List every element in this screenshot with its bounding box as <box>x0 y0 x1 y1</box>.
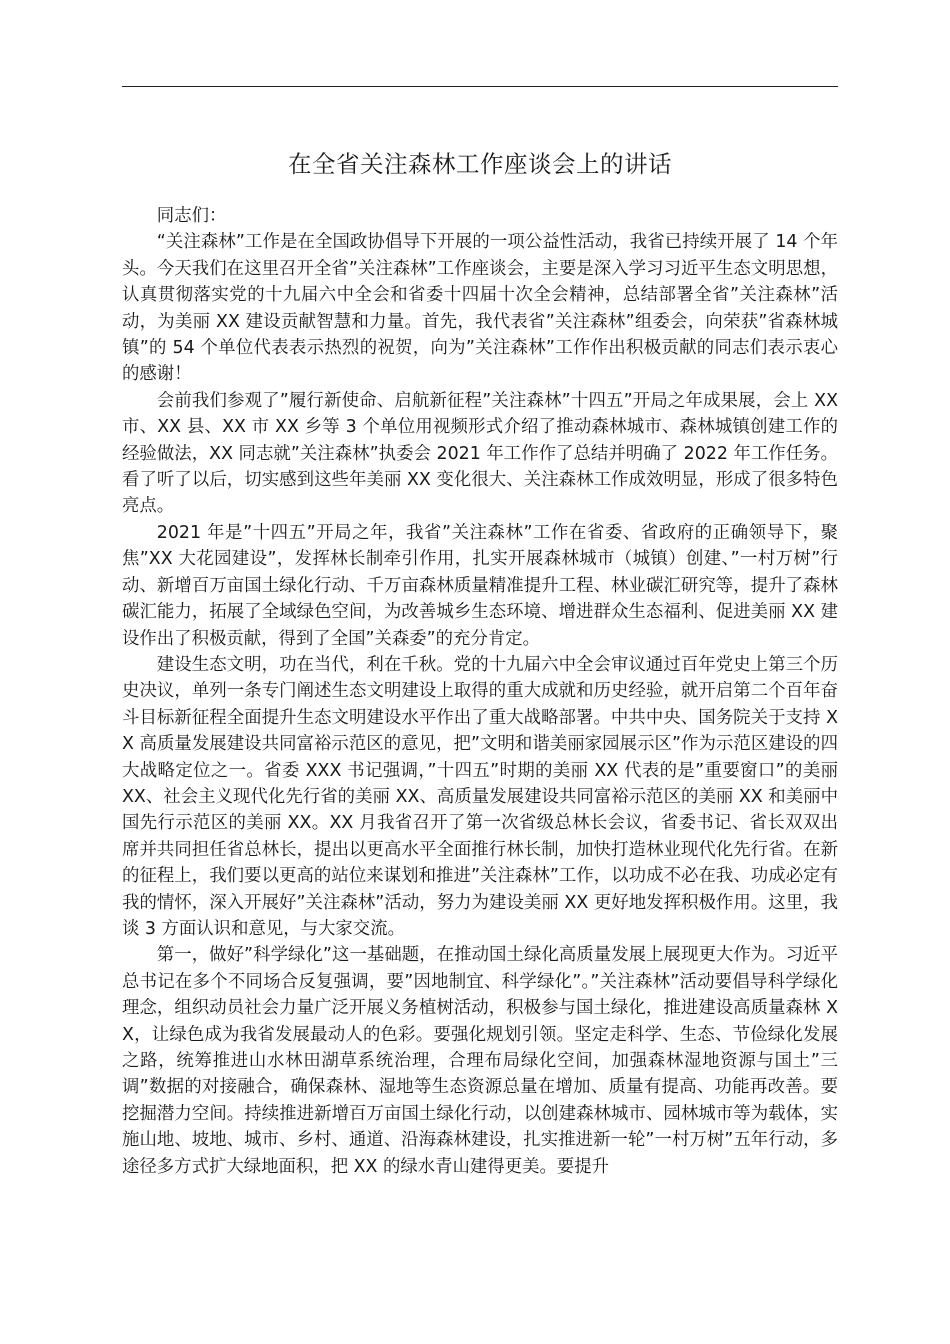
paragraph-4: 建设生态文明，功在当代，利在千秋。党的十九届六中全会审议通过百年党史上第三个历史决议，单列一条专门阐述生态文明建设上取得的重大成就和历史经验，就开启第二个百年奋斗目标新征程全面提升生态文明建设水平作出了重大战略部署。中共中央、国务院关于支持 XX 高质量发展建设共同富裕示范区的意见，把”文明和谐美丽家园展示区”作为示范区建设的四大战略定位之一。省委 XXX 书记强调，”十四五”时期的美丽 XX 代表的是”重要窗口”的美丽 XX、社会主义现代化先行省的美丽 XX、高质量发展建设共同富裕示范区的美丽 XX 和美丽中国先行示范区的美丽 XX。XX 月我省召开了第一次省级总林长会议，省委书记、省长双双出席并共同担任省总林长，提出以更高水平全面推行林长制，加快打造林业现代化先行省。在新的征程上，我们要以更高的站位来谋划和推进”关注森林”工作，以功成不必在我、功成必定有我的情怀，深入开展好”关注森林”活动，努力为建设美丽 XX 更好地发挥积极作用。这里，我谈 3 方面认识和意见，与大家交流。 <box>122 654 838 939</box>
document-title: 在全省关注森林工作座谈会上的讲话 <box>288 150 672 178</box>
paragraph-5: 第一，做好”科学绿化”这一基础题，在推动国土绿化高质量发展上展现更大作为。习近平总书记在多个不同场合反复强调，要”因地制宜、科学绿化”。”关注森林”活动要倡导科学绿化理念，组织动员社会力量广泛开展义务植树活动，积极参与国土绿化，推进建设高质量森林 XX，让绿色成为我省发展最动人的色彩。要强化规划引领。坚定走科学、生态、节俭绿化发展之路，统筹推进山水林田湖草系统治理，合理布局绿化空间，加强森林湿地资源与国土”三调”数据的对接融合，确保森林、湿地等生态资源总量在增加、质量有提高、功能再改善。要挖掘潜力空间。持续推进新增百万亩国土绿化行动，以创建森林城市、园林城市等为载体，实施山地、坡地、城市、乡村、通道、沿海森林建设，扎实推进新一轮”一村万树”五年行动，多途径多方式扩大绿地面积，把 XX 的绿水青山建得更美。要提升 <box>122 945 838 1177</box>
paragraph-1: “关注森林”工作是在全国政协倡导下开展的一项公益性活动，我省已持续开展了 14 个年头。今天我们在这里召开全省”关注森林”工作座谈会，主要是深入学习习近平生态文明思想，认真贯彻落实党的十九届六中全会和省委十四届十次全会精神，总结部署全省”关注森林”活动，为美丽 XX 建设贡献智慧和力量。首先，我代表省”关注森林”组委会，向荣获”省森林城镇”的 54 个单位代表表示热烈的祝贺，向为”关注森林”工作作出积极贡献的同志们表示衷心的感谢！ <box>122 232 838 385</box>
paragraph-3: 2021 年是”十四五”开局之年，我省”关注森林”工作在省委、省政府的正确领导下，聚焦”XX 大花园建设”，发挥林长制牵引作用，扎实开展森林城市（城镇）创建、”一村万树”行动、新增百万亩国土绿化行动、千万亩森林质量精准提升工程、林业碳汇研究等，提升了森林碳汇能力，拓展了全域绿色空间，为改善城乡生态环境、增进群众生态福利、促进美丽 XX 建设作出了积极贡献，得到了全国”关森委”的充分肯定。 <box>122 522 838 649</box>
document-body <box>122 203 838 1180</box>
salutation: 同志们： <box>156 206 227 226</box>
paragraph-2: 会前我们参观了”履行新使命、启航新征程”关注森林”十四五”开局之年成果展，会上 XX 市、XX 县、XX 市 XX 乡等 3 个单位用视频形式介绍了推动森林城市、森林城镇创建工作的经验做法，XX 同志就”关注森林”执委会 2021 年工作作了总结并明确了 2022 年工作任务。看了听了以后，切实感到这些年美丽 XX 变化很大、关注森林工作成效明显，形成了很多特色亮点。 <box>122 390 838 517</box>
header-rule <box>122 86 838 87</box>
